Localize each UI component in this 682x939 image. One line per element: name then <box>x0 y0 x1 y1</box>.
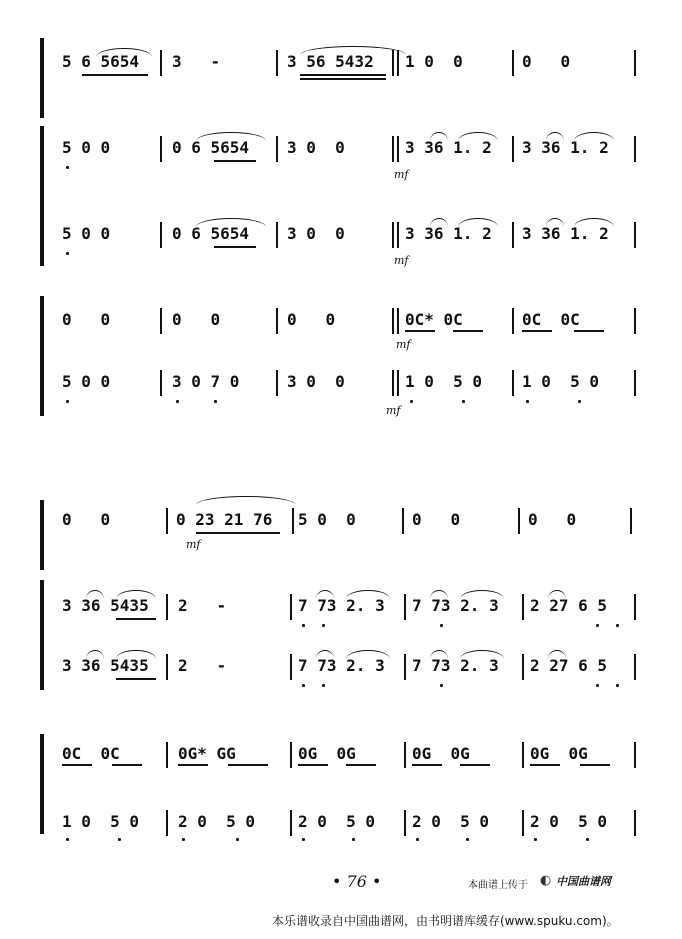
measure: 5 0 0 <box>62 138 111 157</box>
measure: 0 6 5654 <box>172 138 250 157</box>
site-logo-text: 中国曲谱网 <box>556 875 611 888</box>
measure: 0C 0C <box>62 744 120 763</box>
staff-row <box>0 304 682 351</box>
measure: 7 73 2. 3 <box>412 596 499 615</box>
measure: 2 - <box>178 656 227 675</box>
measure: 3 - <box>172 52 221 71</box>
dynamic-marking: mf <box>396 338 411 351</box>
staff-row <box>0 806 682 846</box>
page-number: • 76 • <box>332 872 382 891</box>
staff-row <box>0 504 682 551</box>
uploaded-label: 本曲谱上传于 <box>468 880 528 891</box>
measure: 3 36 5435 <box>62 596 149 615</box>
dynamic-marking: mf <box>186 538 201 551</box>
measure: 7 73 2. 3 <box>298 656 385 675</box>
measure: 0 0 <box>287 310 336 329</box>
measure: 3 0 0 <box>287 224 345 243</box>
measure: 2 0 5 0 <box>298 812 376 831</box>
measure: 0C 0C <box>522 310 580 329</box>
measure: 1 0 5 0 <box>62 812 140 831</box>
measure: 3 0 0 <box>287 138 345 157</box>
measure: 1 0 0 <box>405 52 463 71</box>
measure: 3 36 1. 2 <box>405 224 492 243</box>
measure: 0 23 21 76 <box>176 510 273 529</box>
measure: 7 73 2. 3 <box>298 596 385 615</box>
measure: 3 36 1. 2 <box>522 224 609 243</box>
measure: 0G 0G <box>298 744 356 763</box>
source-note: 本乐谱收录自中国曲谱网，由书明谱库缓存(www.spuku.com)。 <box>272 914 619 928</box>
measure: 2 27 6 5 <box>530 656 608 675</box>
dynamic-marking: mf <box>394 168 409 181</box>
measure: 3 0 7 0 <box>172 372 240 391</box>
measure: 3 36 1. 2 <box>522 138 609 157</box>
staff-row <box>0 366 682 417</box>
staff-row <box>0 218 682 267</box>
measure: 1 0 5 0 <box>405 372 483 391</box>
measure: 3 0 0 <box>287 372 345 391</box>
measure: 5 0 0 <box>62 372 111 391</box>
measure: 2 0 5 0 <box>412 812 490 831</box>
measure: 3 56 5432 <box>287 52 374 71</box>
measure: 2 0 5 0 <box>530 812 608 831</box>
measure: 3 36 1. 2 <box>405 138 492 157</box>
measure: 0 0 <box>62 510 111 529</box>
measure: 0G 0G <box>530 744 588 763</box>
dynamic-marking: mf <box>386 404 401 417</box>
staff-row <box>0 132 682 181</box>
measure: 2 - <box>178 596 227 615</box>
measure: 0G 0G <box>412 744 470 763</box>
measure: 0 0 <box>522 52 571 71</box>
staff-row <box>0 650 682 690</box>
measure: 2 0 5 0 <box>178 812 256 831</box>
measure: 0G* GG <box>178 744 236 763</box>
measure: 3 36 5435 <box>62 656 149 675</box>
measure: 0 6 5654 <box>172 224 250 243</box>
measure: 0 0 <box>172 310 221 329</box>
staff-row <box>0 738 682 778</box>
staff-row <box>0 590 682 630</box>
measure: 0 0 <box>528 510 577 529</box>
measure: 5 0 0 <box>298 510 356 529</box>
staff-row <box>0 46 682 86</box>
measure: 1 0 5 0 <box>522 372 600 391</box>
measure: 7 73 2. 3 <box>412 656 499 675</box>
dynamic-marking: mf <box>394 254 409 267</box>
site-logo-icon: ◐ <box>540 873 552 888</box>
measure: 5 0 0 <box>62 224 111 243</box>
measure: 0C* 0C <box>405 310 463 329</box>
measure: 0 0 <box>62 310 111 329</box>
measure: 5 6 5654 <box>62 52 140 71</box>
measure: 0 0 <box>412 510 461 529</box>
measure: 2 27 6 5 <box>530 596 608 615</box>
